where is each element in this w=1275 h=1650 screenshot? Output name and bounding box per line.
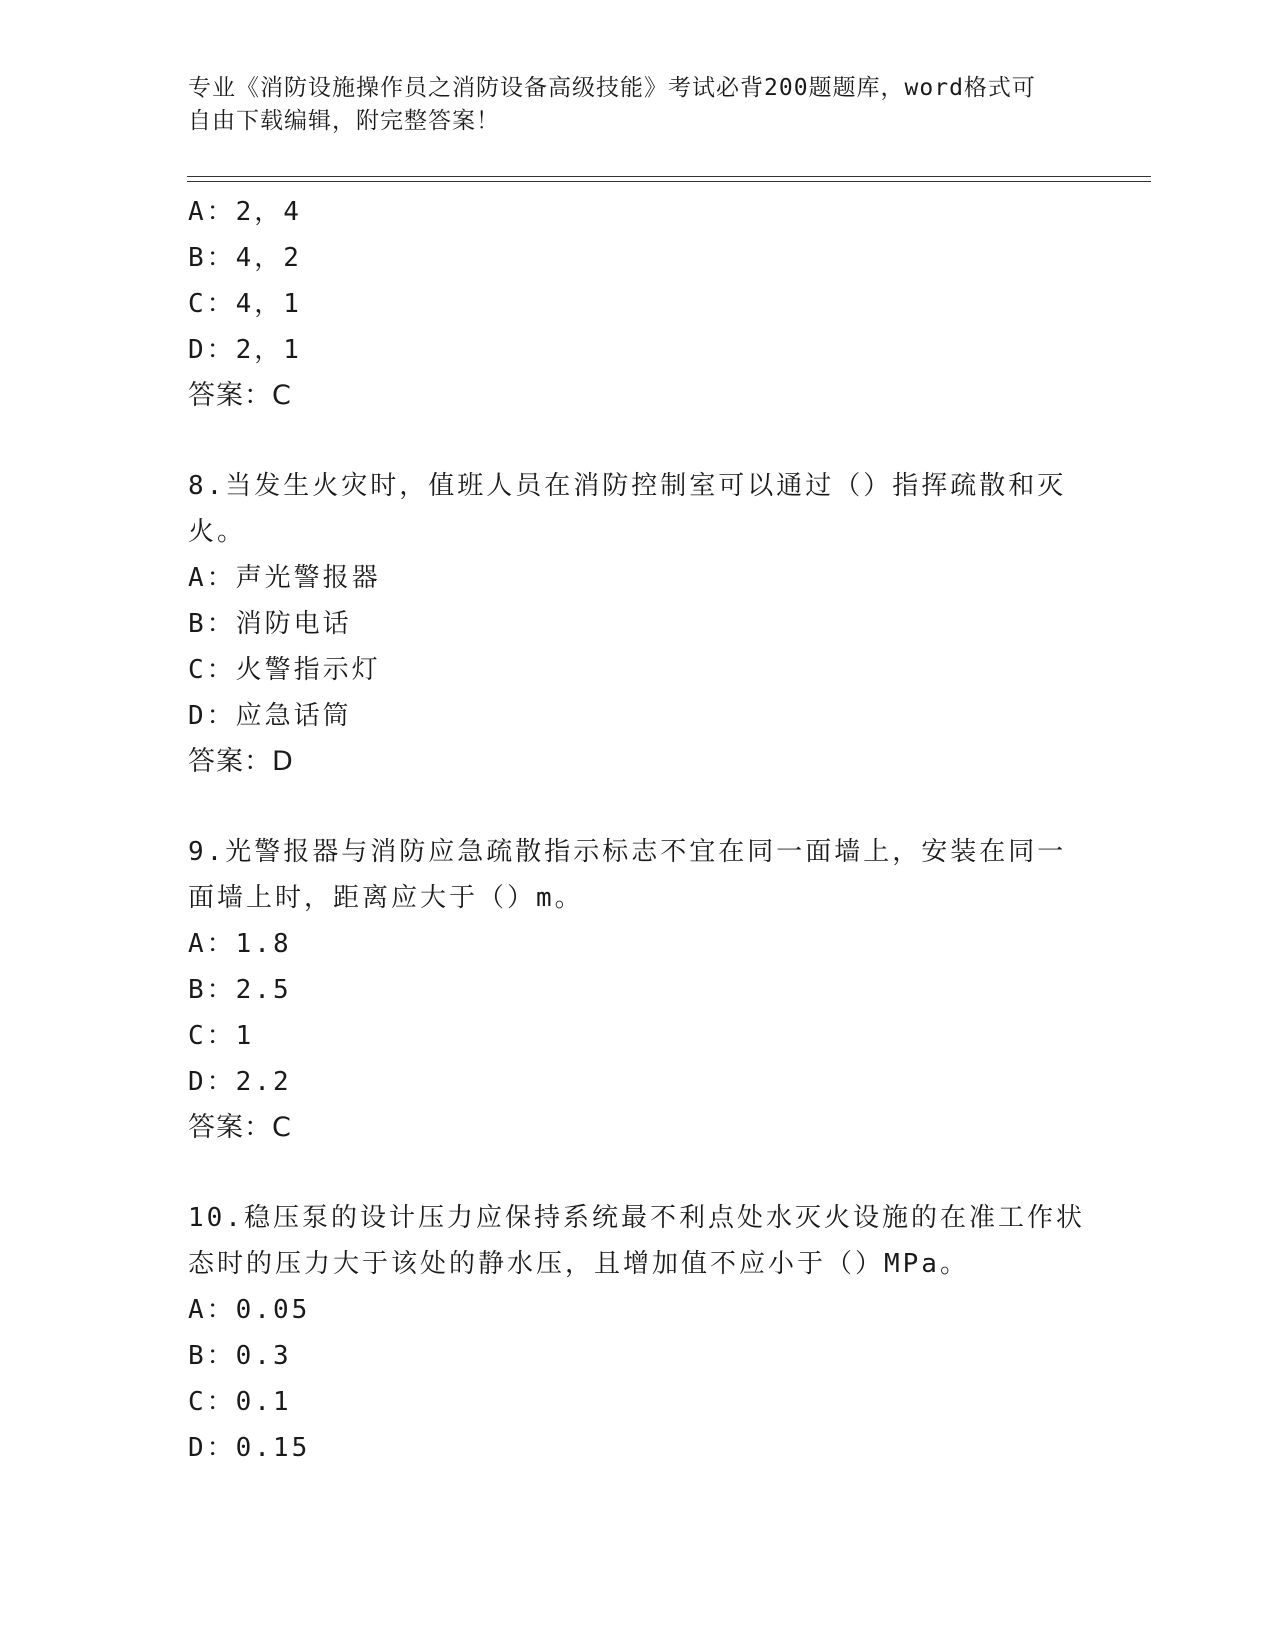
question-8-option-c: C：火警指示灯	[188, 655, 381, 685]
question-list	[188, 189, 1088, 1471]
header-rule-top	[187, 176, 1151, 177]
question-8-option-d: D：应急话筒	[188, 701, 352, 731]
spacer	[188, 419, 1088, 463]
question-10-text-line-2: 态时的压力大于该处的静水压，且增加值不应小于（）MPa。	[188, 1249, 969, 1279]
question-9-text-line-1: 9.光警报器与消防应急疏散指示标志不宜在同一面墙上，安装在同一	[188, 837, 1067, 867]
question-10	[188, 1195, 1088, 1471]
spacer	[188, 785, 1088, 829]
question-7-answer: 答案：C	[188, 380, 292, 411]
question-10-option-c: C：0.1	[188, 1387, 292, 1417]
header-rule-bottom	[187, 181, 1151, 182]
spacer	[188, 1151, 1088, 1195]
question-9-option-b: B：2.5	[188, 975, 292, 1005]
question-7-option-a: A：2，4	[188, 197, 302, 227]
header-title-line-1: 专业《消防设施操作员之消防设备高级技能》考试必背200题题库，word格式可	[188, 75, 1036, 101]
question-8-option-b: B：消防电话	[188, 609, 352, 639]
question-9-answer: 答案：C	[188, 1112, 292, 1143]
question-8	[188, 463, 1088, 785]
question-7-options	[188, 189, 1088, 419]
question-8-option-a: A：声光警报器	[188, 563, 381, 593]
question-8-text-line-2: 火。	[188, 517, 247, 547]
question-9-option-a: A：1.8	[188, 929, 292, 959]
question-7-option-c: C：4，1	[188, 289, 302, 319]
question-10-option-a: A：0.05	[188, 1295, 311, 1325]
document-header	[188, 72, 1068, 138]
question-8-text-line-1: 8.当发生火灾时，值班人员在消防控制室可以通过（）指挥疏散和灭	[188, 471, 1067, 501]
question-9-option-d: D：2.2	[188, 1067, 292, 1097]
question-9-text-line-2: 面墙上时，距离应大于（）m。	[188, 883, 584, 913]
question-10-option-d: D：0.15	[188, 1433, 311, 1463]
header-title-line-2: 自由下载编辑，附完整答案！	[188, 108, 500, 134]
question-8-answer: 答案：D	[188, 746, 294, 777]
question-9-option-c: C：1	[188, 1021, 255, 1051]
question-10-option-b: B：0.3	[188, 1341, 292, 1371]
question-7-option-d: D：2，1	[188, 335, 302, 365]
question-9	[188, 829, 1088, 1151]
question-10-text-line-1: 10.稳压泵的设计压力应保持系统最不利点处水灭火设施的在准工作状	[188, 1203, 1085, 1233]
question-7-option-b: B：4，2	[188, 243, 302, 273]
